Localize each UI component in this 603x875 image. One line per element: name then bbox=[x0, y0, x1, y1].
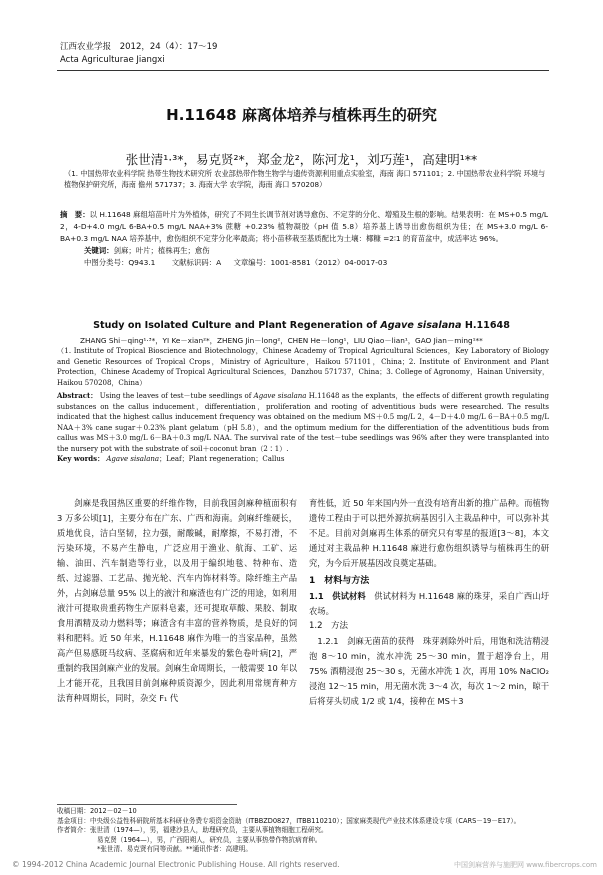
subsection-heading: 1.1 供试材料 bbox=[309, 591, 366, 601]
title-en-species: Agave sisalana bbox=[380, 320, 462, 331]
doc-code-value: A bbox=[216, 258, 222, 267]
title-en bbox=[0, 320, 603, 331]
abstract-en-text-b: H.11648 as the explants，the effects of different growth regulating substances on the callus inducement，differentiation，proliferation and rooting of adventitious buds were researched. The results indicated that the highest callus inducement frequency was obtained on the medium MS＋0.5 mg/L 2，4－D＋4.0 mg/L 6－BA＋0.5 mg/L NAA＋3% cane sugar＋0.23% plant gelatum（pH 5.8），and the optimum medium for the differentiation of the adventitious buds from callus was MS＋3.0 mg/L 6－BA＋0.3 mg/L NAA. The survival rate of the test－tube seedlings was 96% after they were transplanted into the nursery pot with the substrate of soil＋coconut bran（2∶1）. bbox=[57, 392, 549, 453]
authors-en: ZHANG Shi－qing¹·³*，YI Ke－xian²*，ZHENG Jin－long²，CHEN He－long¹，LIU Qiao－lian¹，GAO Jian－ming¹** bbox=[80, 336, 483, 345]
section-heading: 1 材料与方法 bbox=[309, 576, 370, 586]
article-no-value: 1001-8581（2012）04-0017-03 bbox=[270, 258, 388, 267]
watermark-text: 中国剑麻营养与施肥网 www.fibercrops.com bbox=[454, 861, 597, 869]
abstract-en-text-a: Using the leaves of test－tube seedlings of bbox=[99, 392, 254, 400]
subsubsection-heading: 1.2.1 剑麻无菌苗的获得 bbox=[317, 636, 415, 646]
footnotes bbox=[57, 807, 549, 855]
authors-cn: 张世清¹·³*，易克贤²*，郑金龙²，陈河龙¹，刘巧莲¹，高建明¹** bbox=[125, 152, 478, 167]
keywords-cn: 剑麻；叶片；植株再生；愈伤 bbox=[113, 246, 210, 255]
journal-name-cn: 江西农业学报 bbox=[60, 42, 112, 52]
title-en-tail: H.11648 bbox=[461, 320, 510, 331]
keywords-en: ；Leaf；Plant regeneration；Callus bbox=[159, 455, 285, 463]
body-paragraph: 剑麻是我国热区重要的纤维作物，目前我国剑麻种植面积有 3 万多公顷[1]，主要分布在广东、广西和海南。剑麻纤维硬长，质地优良，洁白坚韧，拉力强，耐酸碱，耐摩擦，不易打滑，不污染环境，不易产生静电，广泛应用于渔业、航海、工矿、运输、油田、汽车制造等行业，以及用于编织地毯、特种布、造纸、过滤器、工艺品、抛光轮、汽车内饰材料等。除纤维主产品外，占剑麻总量 95% 以上的液汁和麻渣也有广泛的用途，如利用液汁可提取贵重药物生产原料皂素，还可提取草酸、果胶、制取食用酒精及动力燃料等；麻渣含有丰富的营养物质，是良好的饲料和肥料。近 50 年来，H.11648 麻作为唯一的当家品种，虽然高产但易感斑马纹病、茎腐病和近年来暴发的紫色卷叶病[2]，严重制约我国剑麻产业的发展。剑麻生命周期长，一般需要 10 年以上才能开花，且我国目前剑麻种质资源少，因此利用常规育种方法育种周期长，同时，杂交 F₁ 代 bbox=[57, 498, 297, 703]
body-paragraph: 珠芽剥除外叶后，用饱和洗洁精浸泡 8～10 min，流水冲洗 25～30 min，置于超净台上，用 75% 酒精浸泡 25～30 s，无菌水冲洗 1 次，再用 10% NaClO₂ 浸泡 12～15 min，用无菌水洗 3～4 次，每次 1～2 min，晾干后将芽头切成 1/2 或 1/4，接种在 MS＋3 bbox=[309, 636, 549, 706]
doc-code-label: 文献标识码： bbox=[171, 258, 217, 267]
footnote-received: 收稿日期：2012－02－10 bbox=[57, 807, 137, 815]
abstract-en-label: Abstract： bbox=[57, 391, 98, 400]
body-paragraph: 供试材料为 H.11648 麻的珠芽，采自广西山圩农场。 bbox=[309, 591, 549, 616]
copyright-bar bbox=[0, 856, 603, 875]
keywords-en-label: Key words： bbox=[57, 454, 105, 463]
body-column-right bbox=[309, 496, 549, 709]
subsection-heading: 1.2 方法 bbox=[309, 621, 349, 631]
footnote-fund: 基金项目：中央级公益性科研院所基本科研业务费专项资金资助（ITBBZD0827，ITBB110210）；国家麻类现代产业技术体系建设专项（CARS－19－E17）。 bbox=[57, 816, 521, 825]
title-cn: H.11648 麻离体培养与植株再生的研究 bbox=[166, 106, 437, 124]
abstract-cn-text: 以 H.11648 麻组培苗叶片为外植体，研究了不同生长调节剂对诱导愈伤、不定芽的分化、增殖及生根的影响。结果表明：在 MS+0.5 mg/L 2，4-D+4.0 mg/L 6-BA+0.5 mg/L NAA+3% 蔗糖 +0.23% 植物凝胶（pH 值 5.8）培养基上诱导出愈伤组织为佳；在 MS+3.0 mg/L 6-BA+0.3 mg/L NAA 培养基中，愈伤组织不定芽分化率最高；将小苗移栽至基质配比为土壤：椰糠 =2∶1 的育苗盆中，成活率达 96%。 bbox=[60, 210, 548, 243]
journal-issue: 2012，24（4）：17～19 bbox=[119, 42, 218, 52]
affiliations-cn: （1. 中国热带农业科学院 热带生物技术研究所 农业部热带作物生物学与遗传资源利用重点实验室，海南 海口 571101；2. 中国热带农业科学院 环境与植物保护研究所，海南 儋州 571737；3. 海南大学 农学院，海南 海口 570208） bbox=[64, 169, 546, 189]
footnote-author1: 作者简介：张世清（1974—），男，福建沙县人，助理研究员，主要从事植物细胞工程研究。 bbox=[57, 826, 328, 834]
abstract-en-species: Agave sisalana bbox=[253, 392, 307, 400]
article-no-label: 文章编号： bbox=[233, 258, 271, 267]
footnote-note: *张世清、易克贤有同等贡献。**通讯作者：高建明。 bbox=[97, 845, 252, 853]
copyright-text: © 1994-2012 China Academic Journal Electronic Publishing House. All rights reserved. bbox=[12, 860, 340, 869]
abstract-cn bbox=[60, 209, 548, 269]
keywords-en-species: Agave sisalana bbox=[106, 455, 160, 463]
header-rule bbox=[57, 70, 549, 71]
body-paragraph: 育性低，近 50 年来国内外一直没有培育出新的推广品种。而植物遗传工程由于可以把外源抗病基因引入主栽品种中，可以弥补其不足。目前对剑麻再生体系的研究只有零星的报道[3～8]，本文通过对主栽品种 H.11648 麻进行愈伤组织诱导与植株再生的研究，为今后开展基因改良奠定基础。 bbox=[309, 498, 549, 568]
footnote-rule bbox=[57, 804, 237, 805]
title-en-main: Study on Isolated Culture and Plant Regeneration of bbox=[93, 320, 381, 331]
abstract-cn-label: 摘 要： bbox=[60, 210, 90, 219]
footnote-author2: 易克贤（1964—），男，广西阳朔人，研究员，主要从事热带作物抗病育种。 bbox=[97, 835, 322, 844]
journal-name-en: Acta Agriculturae Jiangxi bbox=[60, 55, 165, 65]
keywords-cn-label: 关键词： bbox=[84, 246, 114, 255]
abstract-en bbox=[57, 391, 549, 465]
affiliations-en: （1. Institute of Tropical Bioscience and Biotechnology，Chinese Academy of Tropical Agricultural Sciences，Key Laboratory of Biology and Genetic Resources of Tropical Crops，Ministry of Agriculture，Haikou 571101，China；2. Institute of Environment and Plant Protection，Chinese Academy of Tropical Agricultural Sciences，Danzhou 571737，China；3. College of Agronomy，Hainan University，Haikou 570208，China） bbox=[57, 347, 549, 387]
clc-value: Q943.1 bbox=[128, 258, 156, 267]
clc-label: 中图分类号： bbox=[84, 258, 129, 267]
body-column-left bbox=[57, 496, 297, 706]
running-header bbox=[60, 42, 217, 53]
